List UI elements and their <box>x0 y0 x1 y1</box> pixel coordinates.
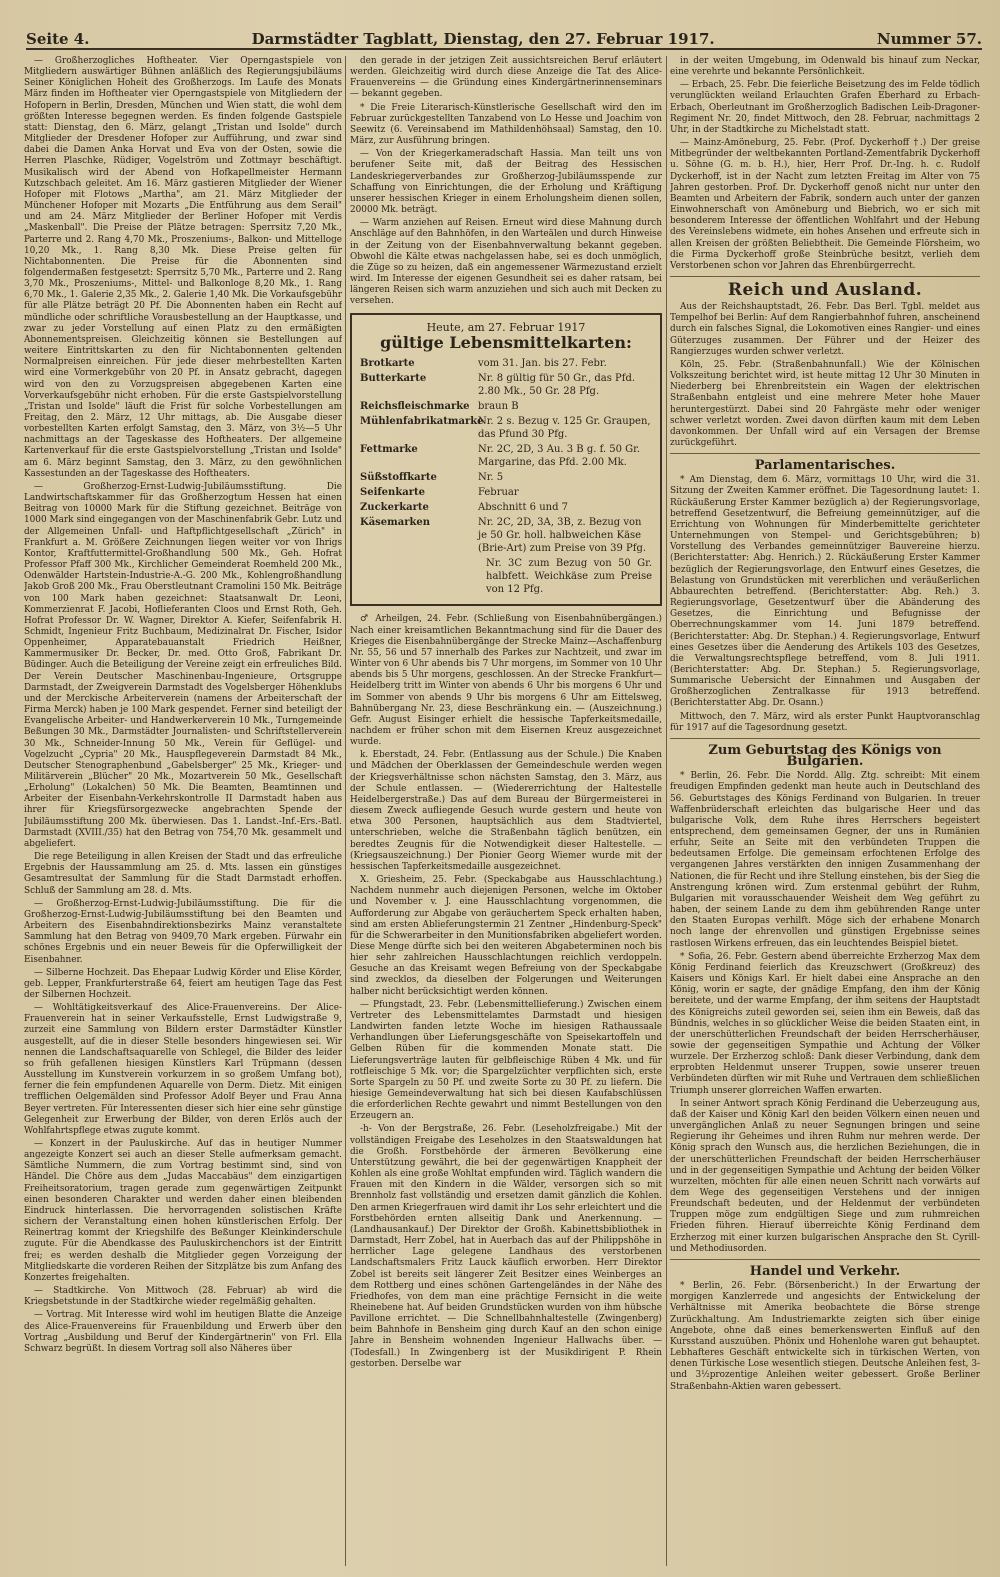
article: X. Griesheim, 25. Febr. (Speckabgabe aus Hausschlachtung.) Nachdem nunmehr auch diejenigen Personen, welche im Oktober und November v. J. eine Hausschlachtung vorgenommen, die Aufforderung zur Abgabe von geräuchertem Speck erhalten haben, sind am ersten Ablieferungstermin 21 Zentner „Hindenburg-Speck" für die Schwerarbeiter in den Munitionsfabriken abgeliefert worden. Diese Menge dürfte sich bei den weiteren Abgabeterminen noch bis hier sehr zahlreichen Hausschlachtungen reichlich verdoppeln. Gesuche an das Kreisamt wegen Befreiung von der Speckabgabe sind zwecklos, da dieselben der Folgerungen und Weiterungen halber nicht berücksichtigt werden können. <box>350 875 662 997</box>
page-number: Seite 4. <box>26 30 90 48</box>
article: — Konzert in der Pauluskirche. Auf das in heutiger Nummer angezeigte Konzert sei auch an dieser Stelle aufmerksam gemacht. Sämtliche Nummern, die zum Vortrag bestimmt sind, sind von Händel. Die Chöre aus dem „Judas Maccabäus" dem einzigartigen Freiheitsoratorium, tragen gerade zum gegenwärtigen Zeitpunkt einen besonderen Charakter und werden daher einen bleibenden Eindruck hinterlassen. Die hervorragenden solistischen Kräfte sichern der Veranstaltung einen hohen künstlerischen Erfolg. Der Reinertrag kommt der Kriegshilfe des Beßunger Kleinkinderschule zugute. Für die Abendkasse des Pauluskirchenchors ist der Eintritt frei; es werden deshalb die Mitglieder gegen Vorzeigung der Mitgliedskarte die vorderen Reihen der Sitzplätze bis zum Anfang des Konzertes freigehalten. <box>24 1139 342 1283</box>
ration-name: Mühlenfabrikatmarke <box>360 416 484 428</box>
article: In seiner Antwort sprach König Ferdinand die Ueberzeugung aus, daß der Kaiser und König Karl den beiden Völkern einen neuen und unvergänglichen Anlaß zu neuer Segnungen bringen und seine Regierung ihr Geheimes und ihren Ruhm nur mehren werde. Der König sprach den Wunsch aus, die herzlichen Beziehungen, die in der unerschütterlichen Freundschaft der beiden Herrscherhäuser und in der gegenseitigen Sympathie und Achtung der beiden Völker wurzelten, möchten für alle einen neuen Schritt nach vorwärts auf dem Wege des gegenseitigen Verstehens und der innigen Freundschaft bedeuten, und der Heldenmut der verbündeten Truppen möge zum endgültigen Siege und zum ruhmreichen Frieden führen. Hierauf überreichte König Ferdinand dem Erzherzog mit einer kurzen bulgarischen Ansprache den St. Cyrill- und Methodiusorden. <box>670 1098 980 1254</box>
article: — Mainz-Amöneburg, 25. Febr. (Prof. Dyckerhoff †.) Der greise Mitbegründer der weltbekannten Portland-Zementfabrik Dyckerhoff u. Söhne (G. m. b. H.), hier, Herr Prof. Dr.-Ing. h. c. Rudolf Dyckerhoff, ist in der Nacht zum letzten Freitag im Alter von 75 Jahren gestorben. Prof. Dr. Dyckerhoff genoß nicht nur unter den Beamten und Arbeitern der Fabrik, sondern auch unter der ganzen Einwohnerschaft von Amöneburg und Biebrich, wo er sich mit besonderem Interesse der öffentlichen Wohlfahrt und der Hebung des Vereinslebens widmete, ein hohes Ansehen und erfreute sich in allen Kreisen der größten Beliebtheit. Die Gemeinde Flörsheim, wo die Firma Dyckerhoff große Steinbrüche besitzt, verlieh dem Verstorbenen schon vor Jahren das Ehrenbürgerrecht. <box>670 138 980 271</box>
ration-name: Brotkarte <box>360 358 415 370</box>
ration-name: Butterkarte <box>360 373 427 385</box>
article: * Berlin, 26. Febr. Die Nordd. Allg. Ztg. schreibt: Mit einem freudigen Empfinden gedenkt man heute auch in Deutschland des 56. Geburtstages des Königs Ferdinand von Bulgarien. In treuer Waffenbrüderschaft erleichten das bulgarische Heer und das bulgarische Volk, dem Ruhe ihres Herrschers begeistert entsprechend, dem gemeinsamen Gegner, der uns in Rumänien erfuhr, Seite an Seite mit den verbündeten Truppen die bedeutsamen Erfolge. Die gemeinsam erfochtenen Erfolge des vergangenen Jahres verstärkten den innigen Zusammenhang der Nationen, die für Recht und ihre Stellung einstehen, bis der Sieg die Anstrengung krönen wird. Zum erstenmal gebührt der Ruhm, Bulgarien mit vorausschauender Weisheit dem Weg geführt zu haben, der seinem Lande zu dem ihm gebührenden Range unter den Staaten Europas verhilft. Möge sich der erhabene Monarch noch lange der ehrenvollen und günstigen Ergebnisse seines rastlosen Wirkens erfreuen, das ein leuchtendes Beispiel bietet. <box>670 771 980 949</box>
ration-value: braun B <box>478 401 519 413</box>
ration-value: Nr. 5 <box>478 472 504 484</box>
article: * Am Dienstag, dem 6. März, vormittags 10 Uhr, wird die 31. Sitzung der Zweiten Kammer eröffnet. Die Tagesordnung lautet: 1. Rückäußerung Erster Kammer bezüglich a) der Regierungsvorlage, betreffend Gesetzentwurf, die Befreiung gemeinnütziger, auf die Errichtung von Wohnungen für Minderbemittelte gerichteter Unternehmungen von Stempel- und Gerichtsgebühren; b) Vorstellung des Verbandes gemeinnütziger Bauvereine hierzu. (Berichterstatter: Abg. Henrich.) 2. Rückäußerung Erster Kammer bezüglich der Regierungsvorlage, den Entwurf eines Gesetzes, die Belastung von Grundstücken mit vererblichen und veräußerlichen Abbaurechten betreffend. (Berichterstatter: Abg. Reh.) 3. Regierungsvorlage, Gesetzentwurf über die Abänderung des Gesetzes, die Einrichtung und Befugnisse der Oberrechnungskammer vom 14. Juni 1879 betreffend. (Berichterstatter: Abg. Dr. Stephan.) 4. Regierungsvorlage, Entwurf eines Gesetzes über die Aenderung des Artikels 103 des Gesetzes, die Verwaltungsrechtspflege betreffend, vom 8. Juli 1911. (Berichterstatter: Abg. Dr. Stephan.) 5. Regierungsvorlage, Summarische Uebersicht der Einnahmen und Ausgaben der Großherzoglichen Zentralkasse für 1913 betreffend. (Berichterstatter Abg. Dr. Osann.) <box>670 475 980 709</box>
article: — Großherzog-Ernst-Ludwig-Jubiläumsstiftung. Die Landwirtschaftskammer für das Großherzogtum Hessen hat einen Beitrag von 10000 Mark für die Stiftung gezeichnet. Beiträge von 1000 Mark sind eingegangen von der Maschinenfabrik Gebr. Lutz und der Allgemeinen Unfall- und Haftpflichtgesellschaft „Zürich" in Frankfurt a. M. Größere Zeichnungen liegen weiter vor von Ihrigs Kontor, Kraftfuttermittel-Großhandlung 500 Mk., Geh. Hofrat Professor Pfaff 300 Mk., Kirchlicher Gemeinderat Roemheld 200 Mk., Odenwälder Hartstein-Industrie-A.-G. 200 Mk., Kohlengroßhandlung Jakob Groß 200 Mk., Frau Oberstleutnant Cramolini 150 Mk. Beiträge von 100 Mark haben gezeichnet: Staatsanwalt Dr. Leoni, Kommerzienrat F. Jacobi, Hoflieferanten Cloos und Ernst Roth, Geh. Hofrat Professor Dr. W. Wagner, Direktor A. Kiefer, Seifenfabrik H. Schmidt, Ingenieur Fritz Buchbaum, Medizinalrat Dr. Fischer, Isidor Oppenheimer, Apparatebauanstalt Friedrich Heißner, Kammermusiker Dr. Becker, Dr. med. Otto Groß, Fabrikant Dr. Büdinger. Auch die Beteiligung der Vereine zeigt ein erfreuliches Bild. Der Verein Deutscher Maschinenbau-Ingenieure, Ortsgruppe Darmstadt, der Zweigverein Darmstadt des Vogelsberger Höhenklubs und der Merckische Arbeiterverein (namens der Arbeiterschaft der Firma Merck) haben je 100 Mark gespendet. Ferner sind beteiligt der Evangelische Arbeiter- und Handwerkerverein 10 Mk., Turngemeinde Beßungen 30 Mk., Darmstädter Journalisten- und Schriftstellerverein 30 Mk., Schneider-Innung 50 Mk., Verein für Geflügel- und Vogelzucht „Cypria" 20 Mk., Hauspflegeverein Darmstadt 84 Mk., Deutscher Stenographenbund „Gabelsberger" 25 Mk., Krieger- und Militärverein „Blücher" 20 Mk., Mozartverein 50 Mk., Gesellschaft „Erholung" (Lokalchen) 50 Mk. Die Beamten, Beamtinnen und Arbeiter der Eisenbahn-Verkehrskontrolle II Darmstadt haben aus ihrer für Kriegsfürsorgezwecke angebrachten Spende der Jubiläumsstiftung 200 Mk. überwiesen. Das 1. Landst.-Inf.-Ers.-Batl. Darmstadt (XVIII./35) hat den Betrag von 754,70 Mk. gesammelt und abgeliefert. <box>24 481 342 849</box>
ration-row <box>360 471 652 484</box>
article: Köln, 25. Febr. (Straßenbahnunfall.) Wie der Kölnischen Volkszeitung berichtet wird, ist heute mittag 12 Uhr 30 Minuten in Niederberg bei Ehrenbreitstein ein Wagen der elektrischen Straßenbahn entgleist und eine mehrere Meter hohe Mauer heruntergestürzt. Dabei sind 20 Fahrgäste mehr oder weniger schwer verletzt worden. Zwei davon dürften kaum mit dem Leben davonkommen. Der Unfall wird auf ein Versagen der Bremse zurückgeführt. <box>670 359 980 448</box>
article: in der weiten Umgebung, im Odenwald bis hinauf zum Neckar, eine verehrte und bekannte Persönlichkeit. <box>670 56 980 78</box>
column-1 <box>24 56 342 1568</box>
ration-name: Käsemarken <box>360 517 431 529</box>
article: * Sofia, 26. Febr. Gestern abend überreichte Erzherzog Max dem König Ferdinand feierlich das Kreuzschwert (Großkreuz) des Kaisers und Königs Karl. Er hielt dabei eine Ansprache an den König, worin er sagte, der gnädige Empfang, den ihm der König bereitete, und der warme Empfang, der ihm seitens der Hauptstadt des Königreichs zuteil geworden sei, seien ihm ein Beweis, daß das Bündnis, welches in so glücklicher Weise die beiden Staaten eint, in der unerschütterlichen Freundschaft der beiden Herrscherhäuser, sowie der gegenseitigen Sympathie und Achtung der Völker wurzele. Der Erzherzog schloß: Dank dieser Verbindung, dank dem erprobten Heldenmut unserer Truppen, sowie unserer treuen Verbündeten dürften wir mit Ruhe und Vertrauen dem schließlichen Triumph unserer glorreichen Waffen erwarten. <box>670 951 980 1096</box>
ration-card-box <box>350 313 662 606</box>
ration-row <box>360 357 652 370</box>
box-title: gültige Lebensmittelkarten: <box>380 333 632 353</box>
column-rule <box>345 56 346 1566</box>
section-divider <box>670 276 980 277</box>
article: den gerade in der jetzigen Zeit aussichtsreichen Beruf erläutert werden. Gleichzeitig wird durch diese Anzeige die Tat des Alice-Frauenvereins — die Gründung eines Kindergärtnerinnenseminars — bekannt gegeben. <box>350 56 662 100</box>
ration-note: Nr. 3C zum Bezug von 50 Gr. halbfett. Weichkäse zum Preise von 12 Pfg. <box>486 558 652 596</box>
article: — Warm anziehen auf Reisen. Erneut wird diese Mahnung durch Anschläge auf den Bahnhöfen, in den Warteälen und durch Hinweise in der Zeitung von der Eisenbahnverwaltung bekannt gegeben. Obwohl die Kälte etwas nachgelassen habe, sei es doch unmöglich, die Züge so zu heizen, daß ein angemessener Wärmezustand erzielt wird. Im Interesse der eigenen Gesundheit sei es daher ratsam, bei längeren Reisen sich warm anzuziehen und sich auch mit Decken zu versehen. <box>350 218 662 307</box>
issue-number: Nummer 57. <box>876 30 982 48</box>
section-heading-bulgaria: Zum Geburtstag des Königs von Bulgarien. <box>708 742 942 770</box>
ration-name: Seifenkarte <box>360 487 425 499</box>
ration-row <box>360 443 652 469</box>
article: — Stadtkirche. Von Mittwoch (28. Februar) ab wird die Kriegsbetstunde in der Stadtkirche wieder regelmäßig gehalten. <box>24 1286 342 1308</box>
article: — Großherzogliches Hoftheater. Vier Operngastspiele von Mitgliedern auswärtiger Bühnen anläßlich des Regierungsjubiläums Seiner Königlichen Hoheit des Großherzogs. Im Laufe des Monats März finden im Hoftheater vier Operngastspiele von Mitgliedern der Hofopern in Berlin, Dresden, München und Wien statt, die wohl dem größten Interesse begegnen werden. Es finden folgende Gastspiele statt: Dienstag, den 6. März, gelangt „Tristan und Isolde" durch Mitglieder der Dresdener Hofoper zur Aufführung, und zwar sind dabei die Damen Anka Horvat und Eva von der Osten, sowie die Herren Plaschke, Rüdiger, Vogelström und Zottmayr beschäftigt. Musikalisch wird der Abend von Hofkapellmeister Hermann Kutzschbach geleitet. Am 16. März gastieren Mitglieder der Wiener Hofoper mit Flotows „Martha", am 21. März Mitglieder der Münchener Hofoper mit Mozarts „Die Entführung aus dem Serail" und am 24. März Mitglieder der Berliner Hofoper mit Verdis „Maskenball". Die Preise der Plätze betragen: Sperrsitz 7,20 Mk., Parterre und 2. Rang 4,70 Mk., Proszeniums-, Balkon- und Mittelloge 10,20 Mk., 1. Rang 8,30 Mk. Diese Preise gelten für Nichtabonnenten. Die Preise für die Abonnenten sind folgendermaßen festgesetzt: Sperrsitz 5,70 Mk., Parterre und 2. Rang 3,70 Mk., Proszeniums-, Mittel- und Balkonloge 8,20 Mk., 1. Rang 6,70 Mk., 1. Galerie 2,35 Mk., 2. Galerie 1,40 Mk. Die Vorkaufsgebühr für alle Plätze beträgt 20 Pf. Die Abonnenten haben ein Recht auf mündliche oder schriftliche Vorausbestellung an der Hauptkasse, und zwar zu jeder Vorstellung auf einen Platz zu den ermäßigten Abonnementspreisen. Gleichzeitig können sie Bestellungen auf weitere Eintrittskarten zu den für Nichtabonnenten geltenden Normalpreisen einreichen. Für jede dieser mehrbestellten Karten wird eine Vormerkgebühr von 20 Pf. in Ansatz gebracht, dagegen wird von den zu Vorzugspreisen abgegebenen Karten eine Vorverkaufsgebühr nicht erhoben. Für die erste Gastspielvorstellung „Tristan und Isolde" läuft die Frist für solche Vorbestellungen am Freitag, den 2. März, 12 Uhr mittags, ab. Die Ausgabe dieser vorbestellten Karten erfolgt Samstag, den 3. März, von 3½—5 Uhr nachmittags an der Tageskasse des Hoftheaters. Der allgemeine Kartenverkauf für die erste Gastspielvorstellung „Tristan und Isolde" am 6. März beginnt Samstag, den 3. März, zu den gewöhnlichen Kassestunden an der Tageskasse des Hoftheaters. <box>24 56 342 479</box>
article: — Silberne Hochzeit. Das Ehepaar Ludwig Körder und Elise Körder, geb. Lepper, Frankfurterstraße 64, feiert am heutigen Tage das Fest der Silbernen Hochzeit. <box>24 967 342 1000</box>
ration-name: Süßstoffkarte <box>360 472 437 484</box>
ration-name: Zuckerkarte <box>360 502 429 514</box>
ration-row <box>360 415 652 441</box>
section-divider <box>670 1259 980 1260</box>
article: — Von der Kriegerkameradschaft Hassia. Man teilt uns von berufener Seite mit, daß der Beitrag des Hessischen Landeskriegerverbandes zur Großherzog-Jubiläumsspende zur Schaffung von Einrichtungen, die der Erholung und Kräftigung unserer hessischen Krieger in einem Erholungsheim dienen sollen, 20000 Mk. beträgt. <box>350 149 662 216</box>
page-header <box>26 20 982 50</box>
article: ♂ Arheilgen, 24. Febr. (Schließung von Eisenbahnübergängen.) Nach einer kreisamtlichen Bekanntmachung sind für die Dauer des Krieges die Eisenbahnübergänge der Strecke Mainz—Aschaffenburg Nr. 55, 56 und 57 innerhalb des Parkes zur Nachtzeit, und zwar im Winter von 6 Uhr abends bis 7 Uhr morgens, im Sommer von 10 Uhr abends bis 5 Uhr morgens, geschlossen. An der Strecke Frankfurt—Heidelberg tritt im Winter von abends 6 Uhr bis morgens 6 Uhr und im Sommer von abends 9 Uhr bis morgens 6 Uhr am Eittelsweg, Bahnübergang Nr. 23, diese Beschränkung ein. — (Auszeichnung.) Gefr. August Eisinger erhielt die hessische Tapferkeitsmedaille, nachdem er früher schon mit dem Eisernen Kreuz ausgezeichnet wurde. <box>350 614 662 748</box>
article: * Berlin, 26. Febr. (Börsenbericht.) In der Erwartung der morgigen Kanzlerrede und angesichts der Entwickelung der Verhältnisse mit Amerika beobachtete die Börse strenge Zurückhaltung. Am Industriemarkte zeigten sich über einige Angebote, ohne daß eines bemerkenswerten Einfluß auf den Kursstand auszuüben. Phönix und Hohenlohe waren gut behauptet. Lebhafteres Geschäft entwickelte sich in türkischen Werten, von denen Türkische Lose wesentlich stiegen. Deutsche Anleihen fest, 3- und 3½prozentige Anleihen weiter gebessert. Große Berliner Straßenbahn-Aktien waren gebessert. <box>670 1281 980 1392</box>
section-divider <box>670 738 980 739</box>
section-heading-reich: Reich und Ausland. <box>727 279 923 300</box>
ration-value: Nr. 2 s. Bezug v. 125 Gr. Graupen, das Pfund 30 Pfg. <box>478 416 651 441</box>
ration-value: Nr. 8 gültig für 50 Gr., das Pfd. 2.80 Mk., 50 Gr. 28 Pfg. <box>478 373 636 398</box>
ration-row <box>360 400 652 413</box>
ration-name: Fettmarke <box>360 444 418 456</box>
ration-row <box>360 516 652 555</box>
article: Mittwoch, den 7. März, wird als erster Punkt Hauptvoranschlag für 1917 auf die Tagesordnung gesetzt. <box>670 711 980 733</box>
ration-value: Februar <box>478 487 519 499</box>
column-3 <box>670 56 980 1568</box>
section-divider <box>670 453 980 454</box>
column-2 <box>350 56 662 1568</box>
box-date: Heute, am 27. Februar 1917 <box>426 321 586 335</box>
ration-row <box>360 501 652 514</box>
masthead-line: Darmstädter Tagblatt, Dienstag, den 27. Februar 1917. <box>251 30 715 48</box>
article: — Großherzog-Ernst-Ludwig-Jubiläumsstiftung. Die für die Großherzog-Ernst-Ludwig-Jubiläumsstiftung bei den Beamten und Arbeitern des Eisenbahndirektionsbezirks Mainz veranstaltete Sammlung hat den Betrag von 9409,70 Mark ergeben. Fürwahr ein schönes Ergebnis und ein neuer Beweis für die Opferwilligkeit der Eisenbahner. <box>24 898 342 965</box>
article: — Erbach, 25. Febr. Die feierliche Beisetzung des im Felde tödlich verunglückten weiland Erlauchten Grafen Eberhard zu Erbach-Erbach, Oberleutnant im Großherzoglich Badischen Leib-Dragoner-Regiment Nr. 20, findet Mittwoch, den 28. Februar, nachmittags 2 Uhr, in der Stadtkirche zu Michelstadt statt. <box>670 80 980 135</box>
article: * Die Freie Literarisch-Künstlerische Gesellschaft wird den im Februar zurückgestellten Tanzabend von Lo Hesse und Joachim von Seewitz (6. Vereinsabend im Mathildenhöhsaal) Samstag, den 10. März, zur Ausführung bringen. <box>350 102 662 147</box>
ration-row <box>360 486 652 499</box>
ration-value: Nr. 2C, 2D, 3A, 3B, z. Bezug von je 50 Gr. holl. halbweichen Käse (Brie-Art) zum Preise von 39 Pfg. <box>478 517 647 555</box>
article: — Pfungstadt, 23. Febr. (Lebensmittellieferung.) Zwischen einem Vertreter des Lebensmittelamtes Darmstadt und hiesigen Landwirten fanden letzte Woche im hiesigen Rathaussaale Verhandlungen über Lieferungsgeschäfte von Speisekartoffeln und Gelben Rüben für die kommenden Monate statt. Die Lieferungsverträge lauten für gelbfleischige Rüben 4 Mk. und für rotfleischige 5 Mk. vor; die Spargelzüchter verpflichten sich, erste Sorte Spargeln zu 50 Pf. und zweite Sorte zu 30 Pf. zu liefern. Die hiesige Gemeindeverwaltung hat sich bei diesen Kaufabschlüssen die erforderlichen Rechte gewahrt und nimmt Bestellungen von den Erzeugern an. <box>350 999 662 1122</box>
column-rule <box>666 56 667 1566</box>
ration-value: Nr. 2C, 2D, 3 Au. 3 B g. f. 50 Gr. Margarine, das Pfd. 2.00 Mk. <box>478 444 641 469</box>
article: Aus der Reichshauptstadt, 26. Febr. Das Berl. Tgbl. meldet aus Tempelhof bei Berlin: Auf dem Rangierbahnhof fuhren, anscheinend durch ein falsches Signal, die Lokomotiven eines Rangier- und eines Güterzuges zusammen. Der Führer und der Heizer des Rangierzuges wurden schwer verletzt. <box>670 302 980 357</box>
section-heading-handel: Handel und Verkehr. <box>749 1263 901 1279</box>
article: Die rege Beteiligung in allen Kreisen der Stadt und das erfreuliche Ergebnis der Haussammlung am 25. d. Mts. lassen ein günstiges Gesamtresultat der Sammlung für die Stadt Darmstadt erhoffen. Schluß der Sammlung am 28. d. Mts. <box>24 852 342 896</box>
article: — Vortrag. Mit Interesse wird wohl im heutigen Blatte die Anzeige des Alice-Frauenvereins für Frauenbildung und Erwerb über den Vortrag „Ausbildung und Beruf der Kindergärtnerin" von Frl. Ella Schwarz begrüßt. In diesem Vortrag soll also Näheres über <box>24 1310 342 1354</box>
ration-row <box>360 372 652 398</box>
article: — Wohltätigkeitsverkauf des Alice-Frauenvereins. Der Alice-Frauenverein hat in seiner Verkaufsstelle, Ernst Ludwigstraße 9, zurzeit eine Sammlung von Bildern erster Darmstädter Künstler ausgestellt, auf die in dieser Stelle besonders hingewiesen sei. Wir nennen die Landschaftsaquarelle von Schlegel, die Bilder des leider so früh gefallenen hiesigen Künstlers Karl Trüpmann (dessen Ausstellung im Kunstverein vorkurzem in so großem Umfang bot), ferner die fein empfundenen Aquarelle von Derm. Dietz. Mit einigen trefflichen Oelgemälden sind Professor Adolf Beyer und Frau Anna Beyer vertreten. Für Interessenten dieser sich hier eine sehr günstige Gelegenheit zur Erwerbung der Bilder, von deren Erlös auch der Wohlfahrtspflege etwas zugute kommt. <box>24 1003 342 1136</box>
article: k. Eberstadt, 24. Febr. (Entlassung aus der Schule.) Die Knaben und Mädchen der Oberklassen der Gemeindeschule werden wegen der Kriegsverhältnisse schon nächsten Samstag, den 3. März, aus der Schule entlassen. — (Wiedererrichtung der Haltestelle Heidelbergerstraße.) Das auf dem Bureau der Bürgermeisterei in diesem Zweck aufliegende Gesuch wurde gestern und heute von etwa 300 Personen, hauptsächlich aus dem Stadtviertel, unterschrieben, welche die Straßenbahn täglich benützen, ein beredtes Zeugnis für die Notwendigkeit dieser Haltestelle. — (Kriegsauszeichnung.) Der Pionier Georg Wiemer wurde mit der hessischen Tapferkeitsmedaille ausgezeichnet. <box>350 750 662 872</box>
ration-value: Abschnitt 6 und 7 <box>478 502 569 514</box>
section-heading-parl: Parlamentarisches. <box>754 458 896 474</box>
article: -h- Von der Bergstraße, 26. Febr. (Leseholzfreigabe.) Mit der vollständigen Freigabe des Leseholzes in den Staatswaldungen hat die Großh. Forstbehörde der ärmeren Bevölkerung eine Unterstützung gewährt, die bei der gegenwärtigen Knappheit der Kohlen als eine große Wohltat empfunden wird. Täglich wandern die Frauen mit den Kindern in die Wälder, versorgen sich so mit Brennholz fast vollständig und ersetzen damit gänzlich die Kohlen. Den armen Kriegerfrauen wird damit ihr Los sehr erleichtert und die Forstbehörden ernten allseitig Dank und Anerkennung. — (Landhausankauf.) Der Direktor der Großh. Kabinettsbibliothek in Darmstadt, Herr Zobel, hat in Auerbach das auf der Philippshöhe in herrlicher Lage gelegene Landhaus des verstorbenen Landschaftsmalers Fritz Lauck käuflich erworben. Herr Direktor Zobel ist bereits seit längerer Zeit Besitzer eines Weinberges an dem Rottberg und eines schönen Gartengeländes in der Nähe des Friedhofes, von dem man eine prächtige Fernsicht in die weite Rheinebene hat. Auf beiden Grundstücken wurden von ihm hübsche Pavillone errichtet. — Die Schnellbahnhaltestelle (Zwingenberg) beim Bahnhofe in Bensheim ging durch Kauf an den schon einige Jahre in Bensheim wohnenden Ingenieur Hallwachs über. — (Todesfall.) In Zwingenberg ist der Musikdirigent P. Rhein gestorben. Derselbe war <box>350 1124 662 1369</box>
ration-value: vom 31. Jan. bis 27. Febr. <box>478 358 607 370</box>
ration-name: Reichsfleischmarke <box>360 401 470 413</box>
